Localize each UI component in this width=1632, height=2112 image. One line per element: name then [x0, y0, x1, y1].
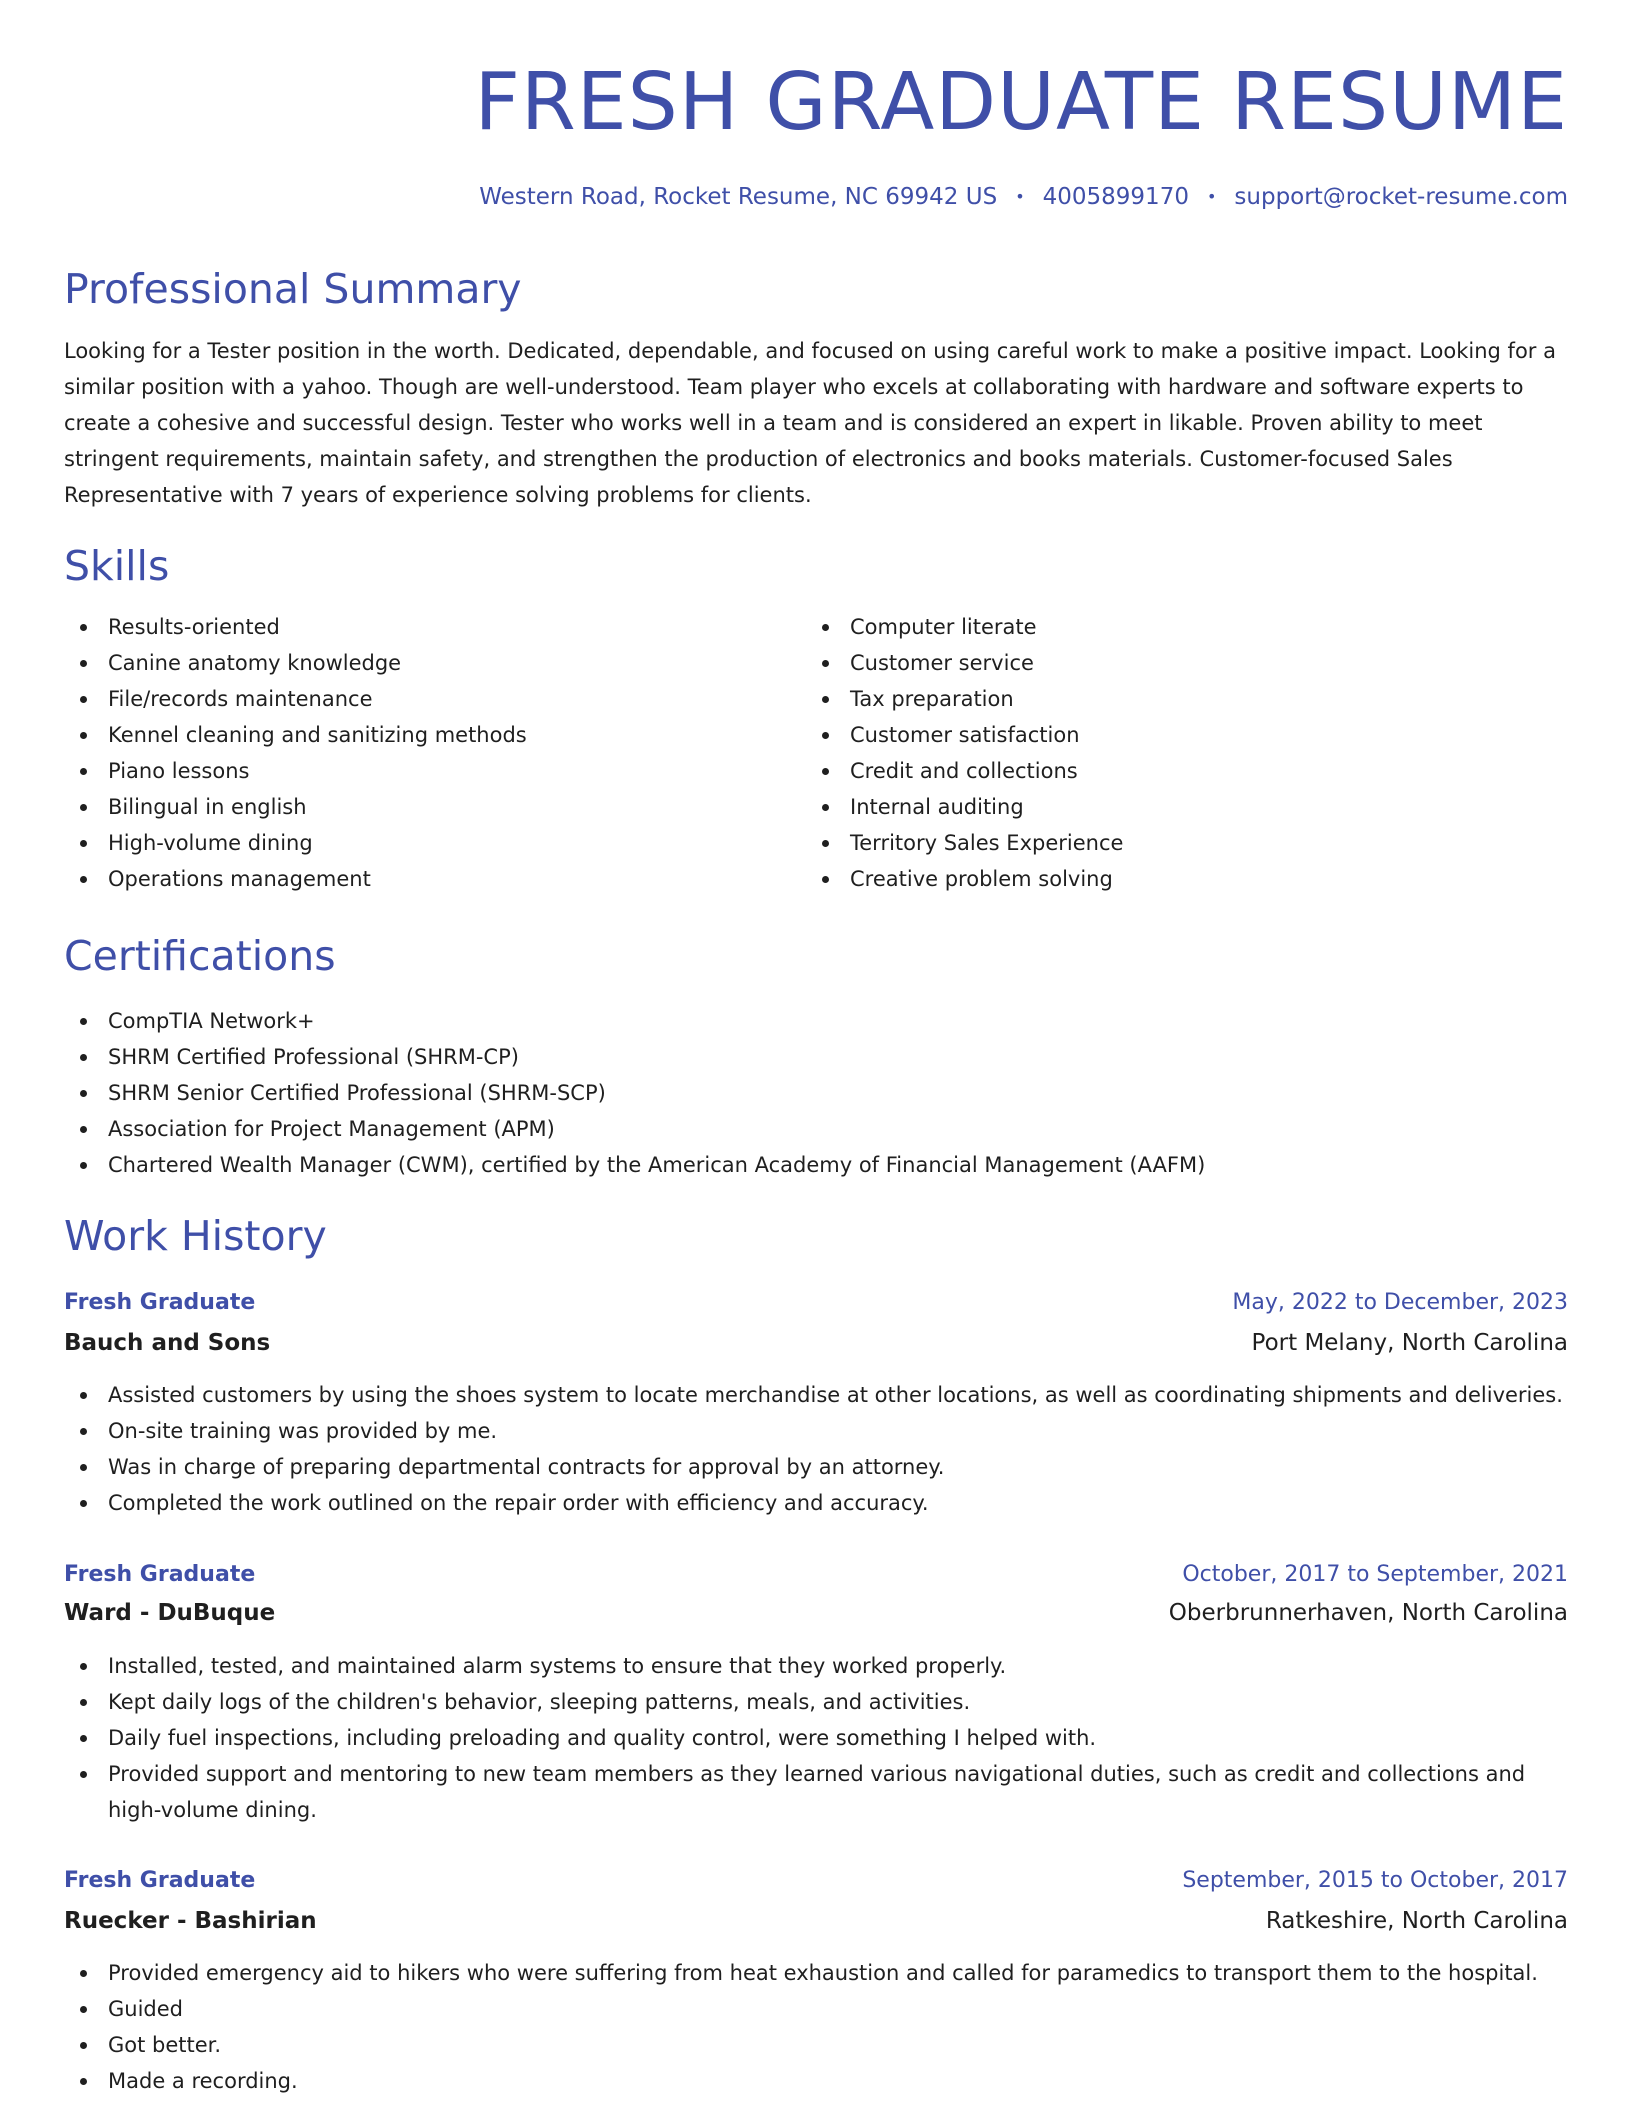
summary-text: Looking for a Tester position in the worth. Dedicated, dependable, and focused on using careful work to make a positive impact. Looking for a similar position with a yahoo. Though are well-understood. Team player who excels at collaborating with hardware and software experts to create a cohesive and successful design. Tester who works well in a team and is considered an expert in likable. Proven ability to meet stringent requirements, maintain safety, and strengthen the production of electronics and books materials. Customer-focused Sales Representative with 7 years of experience solving problems for clients. — [64, 339, 1556, 507]
list-item: Daily fuel inspections, including preloading and quality control, were something I helped with. — [64, 1720, 1548, 1756]
list-item: On-site training was provided by me. — [64, 1413, 1563, 1449]
list-item: Customer service — [806, 645, 1123, 681]
job-title: Fresh Graduate — [64, 1290, 256, 1315]
job-dates: October, 2017 to September, 2021 — [1182, 1562, 1568, 1587]
list-item: Piano lessons — [64, 753, 527, 789]
list-item: Made a recording. — [64, 2063, 1538, 2099]
job-location: Ratkeshire, North Carolina — [1265, 1908, 1568, 1934]
contact-line — [479, 180, 1568, 214]
list-item: SHRM Senior Certified Professional (SHRM-SCP) — [64, 1075, 1205, 1111]
job-1-company-row — [64, 1325, 1568, 1361]
job-2-header — [64, 1558, 1568, 1592]
list-item: Provided emergency aid to hikers who were suffering from heat exhaustion and called for paramedics to transport them to the hospital. — [64, 1955, 1538, 1991]
list-item: Territory Sales Experience — [806, 825, 1123, 861]
contact-address: Western Road, Rocket Resume, NC 69942 US — [479, 184, 998, 210]
list-item: Internal auditing — [806, 789, 1123, 825]
certifications-heading: Certifications — [64, 932, 336, 980]
job-location: Port Melany, North Carolina — [1251, 1330, 1568, 1356]
list-item: CompTIA Network+ — [64, 1003, 1205, 1039]
list-item: Guided — [64, 1991, 1538, 2027]
list-item: Chartered Wealth Manager (CWM), certified by the American Academy of Financial Management (AAFM) — [64, 1147, 1205, 1183]
list-item: Operations management — [64, 861, 527, 897]
list-item: Customer satisfaction — [806, 717, 1123, 753]
list-item: File/records maintenance — [64, 681, 527, 717]
list-item: Provided support and mentoring to new team members as they learned various navigational duties, such as credit and collections and high-volume dining. — [64, 1756, 1548, 1828]
contact-separator: • — [1015, 187, 1025, 206]
list-item: Installed, tested, and maintained alarm systems to ensure that they worked properly. — [64, 1648, 1548, 1684]
list-item: Association for Project Management (APM) — [64, 1111, 1205, 1147]
list-item: Kennel cleaning and sanitizing methods — [64, 717, 527, 753]
job-1-header — [64, 1286, 1568, 1320]
job-dates: May, 2022 to December, 2023 — [1232, 1290, 1568, 1315]
job-company: Ward - DuBuque — [64, 1600, 276, 1626]
list-item: Canine anatomy knowledge — [64, 645, 527, 681]
list-item: Assisted customers by using the shoes system to locate merchandise at other locations, as well as coordinating shipments and deliveries. — [64, 1377, 1563, 1413]
list-item: Bilingual in english — [64, 789, 527, 825]
list-item: SHRM Certified Professional (SHRM-CP) — [64, 1039, 1205, 1075]
list-item: Results-oriented — [64, 609, 527, 645]
list-item: Kept daily logs of the children's behavior, sleeping patterns, meals, and activities. — [64, 1684, 1548, 1720]
summary-heading: Professional Summary — [64, 265, 522, 313]
job-3-company-row — [64, 1903, 1568, 1939]
job-2-bullets — [64, 1648, 1548, 1828]
job-dates: September, 2015 to October, 2017 — [1182, 1868, 1568, 1893]
list-item: Computer literate — [806, 609, 1123, 645]
contact-separator: • — [1206, 187, 1217, 206]
job-company: Bauch and Sons — [64, 1330, 271, 1356]
resume-title: FRESH GRADUATE RESUME — [474, 56, 1568, 148]
certifications-list — [64, 1003, 1205, 1183]
job-title: Fresh Graduate — [64, 1562, 256, 1587]
job-title: Fresh Graduate — [64, 1868, 256, 1893]
list-item: Credit and collections — [806, 753, 1123, 789]
job-1-bullets — [64, 1377, 1563, 1521]
skills-heading: Skills — [64, 542, 170, 590]
job-location: Oberbrunnerhaven, North Carolina — [1168, 1600, 1568, 1626]
skills-list-right — [806, 609, 1123, 897]
list-item: Tax preparation — [806, 681, 1123, 717]
job-company: Ruecker - Bashirian — [64, 1908, 317, 1934]
job-3-header — [64, 1864, 1568, 1898]
list-item: Completed the work outlined on the repair order with efficiency and accuracy. — [64, 1485, 1563, 1521]
contact-phone: 4005899170 — [1042, 184, 1189, 210]
job-3-bullets — [64, 1955, 1538, 2099]
contact-email[interactable]: support@rocket-resume.com — [1234, 184, 1568, 210]
list-item: Got better. — [64, 2027, 1538, 2063]
list-item: Was in charge of preparing departmental contracts for approval by an attorney. — [64, 1449, 1563, 1485]
work-history-heading: Work History — [64, 1212, 327, 1260]
list-item: Creative problem solving — [806, 861, 1123, 897]
job-2-company-row — [64, 1595, 1568, 1631]
list-item: High-volume dining — [64, 825, 527, 861]
skills-list-left — [64, 609, 527, 897]
